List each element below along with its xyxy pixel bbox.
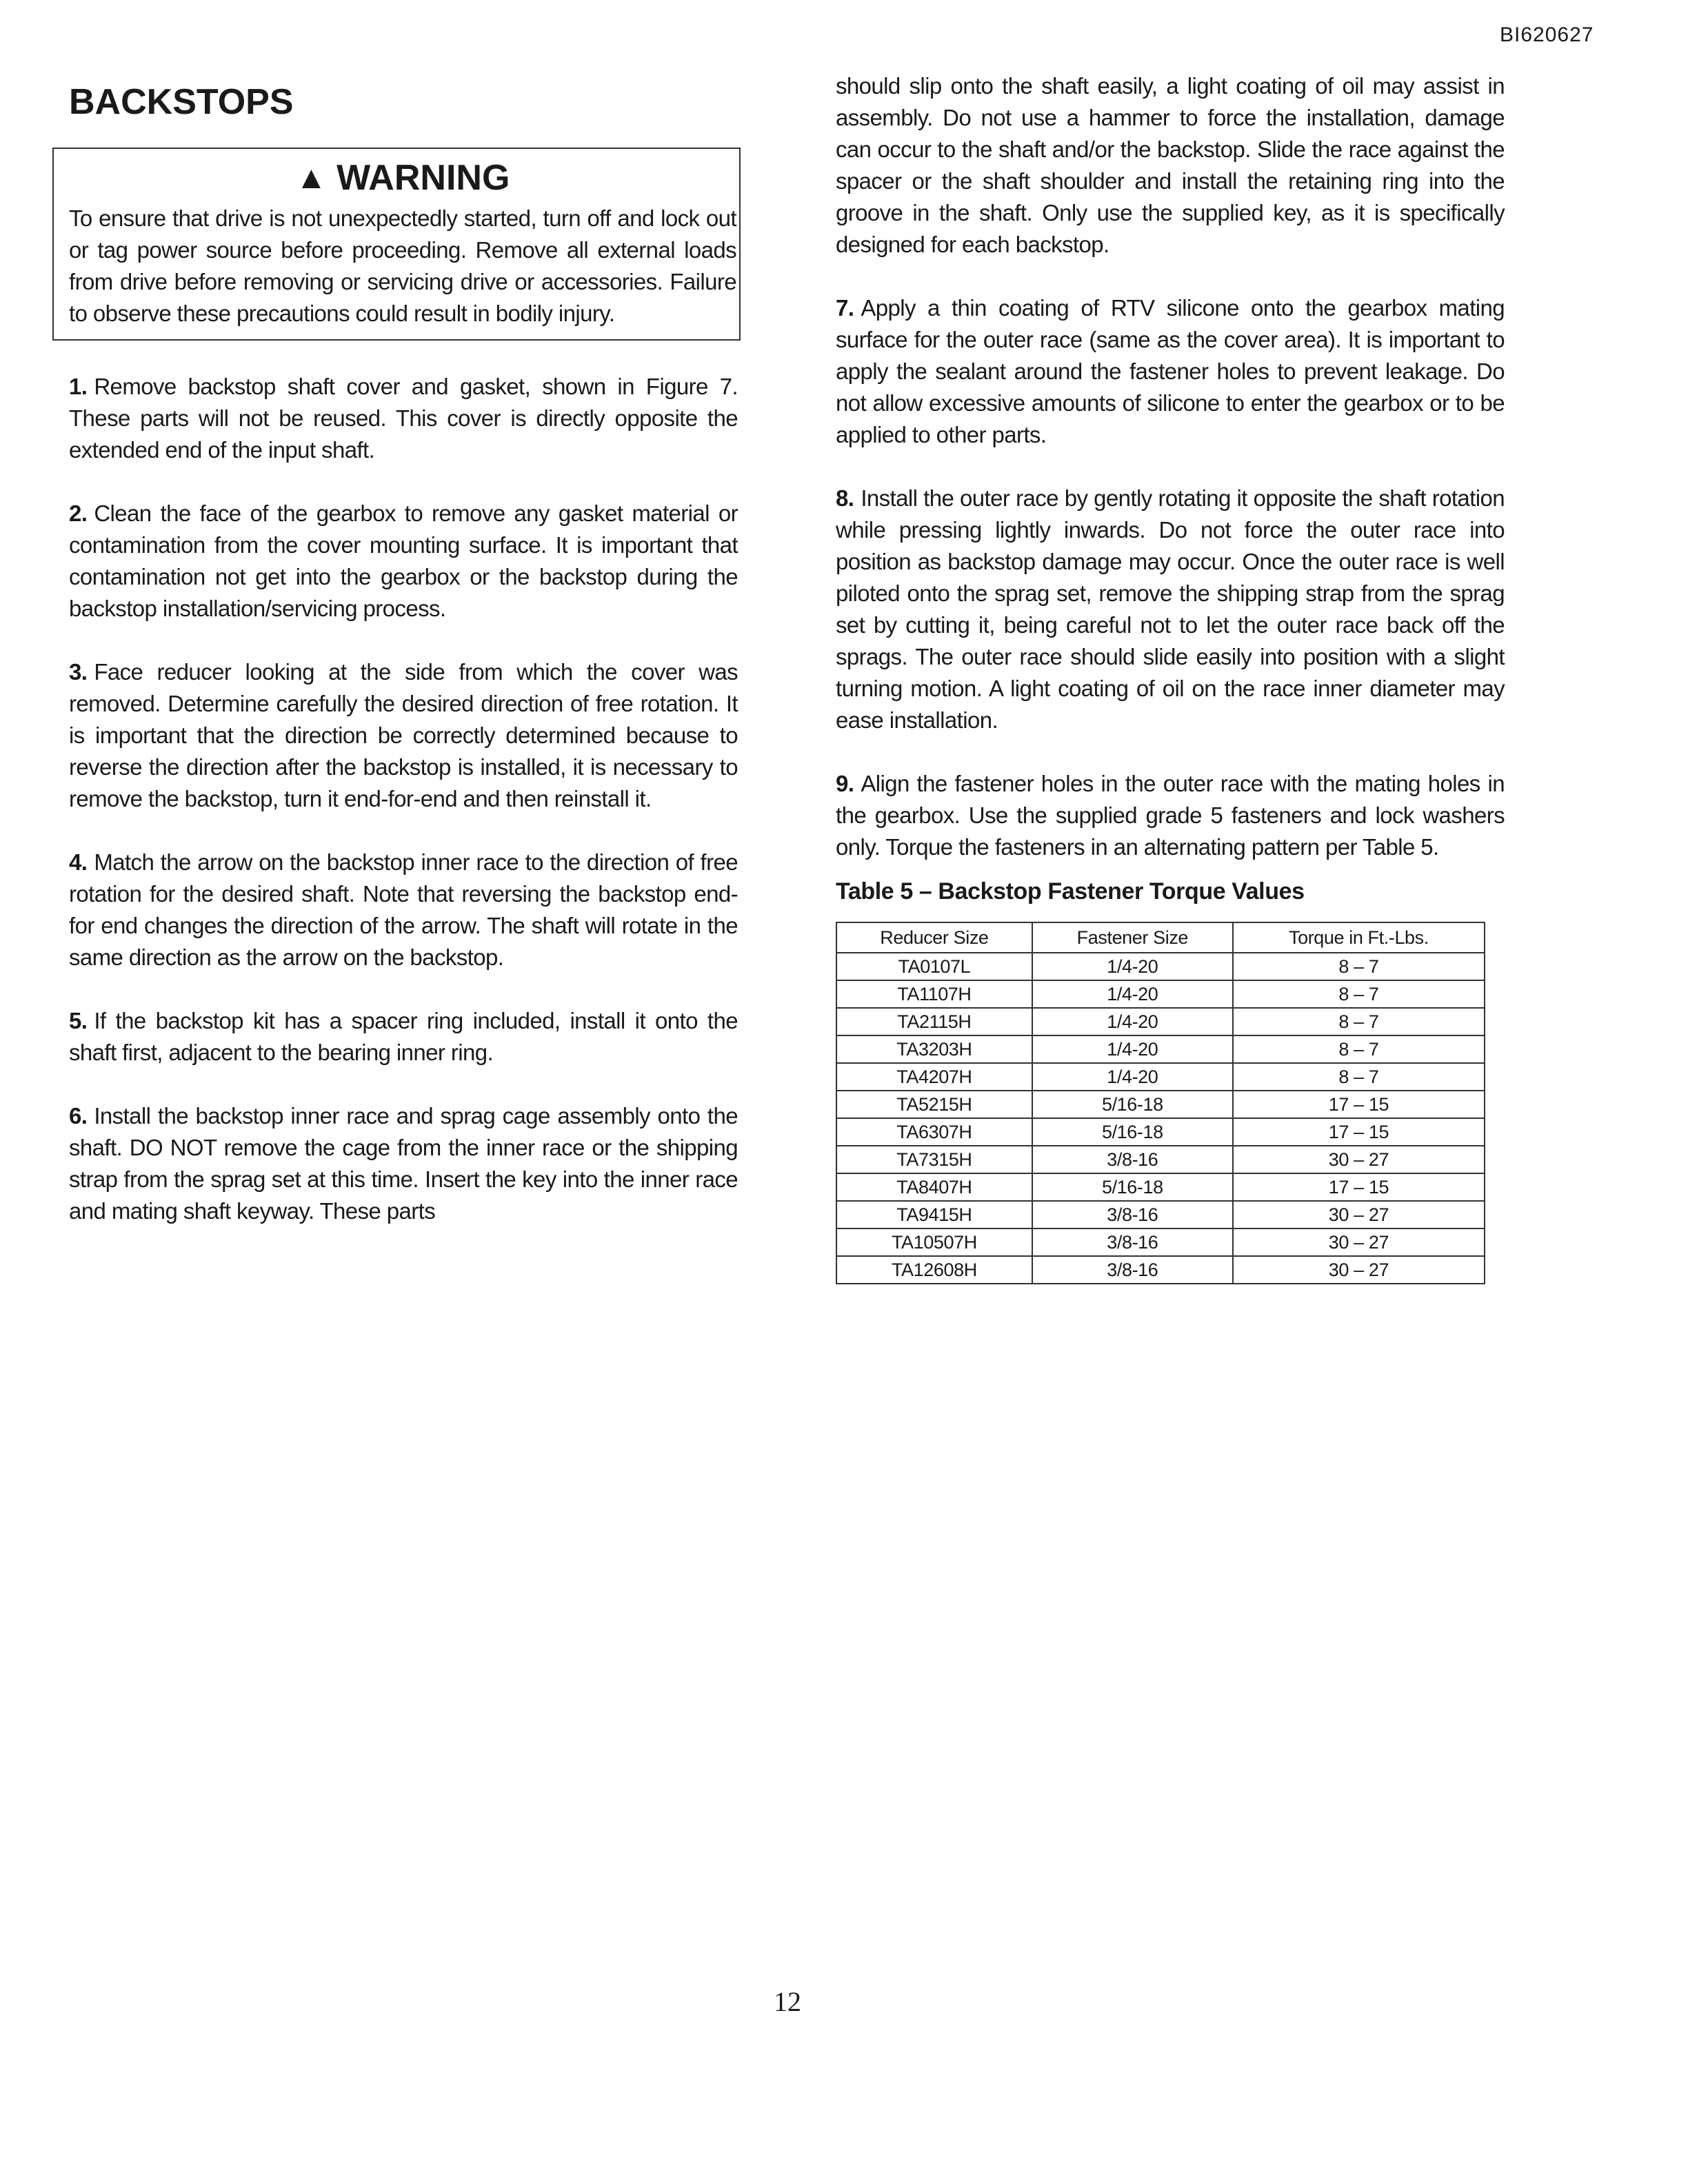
warning-triangle-icon: ▲: [295, 159, 328, 195]
table-cell: 5/16-18: [1032, 1173, 1233, 1201]
table-cell: 5/16-18: [1032, 1118, 1233, 1146]
table-row: [836, 1118, 1485, 1146]
table-row: [836, 1173, 1485, 1201]
table-cell: 30 – 27: [1233, 1256, 1485, 1284]
table-cell: TA3203H: [836, 1035, 1032, 1063]
section-title: BACKSTOPS: [69, 82, 294, 122]
step-number: 4.: [69, 849, 88, 875]
left-column: [69, 76, 738, 1259]
table-cell: 8 – 7: [1233, 1008, 1485, 1035]
table-cell: 3/8-16: [1032, 1201, 1233, 1228]
step-4: [69, 847, 738, 973]
table-row: [836, 1091, 1485, 1118]
table-row: [836, 1008, 1485, 1035]
warning-title: WARNING: [336, 158, 510, 198]
step-3: [69, 656, 738, 815]
table-row: [836, 980, 1485, 1008]
step-number: 1.: [69, 374, 88, 399]
step-number: 8.: [836, 485, 854, 511]
step-number: 6.: [69, 1103, 88, 1129]
document-id: BI620627: [1500, 23, 1594, 46]
table-row: [836, 1201, 1485, 1228]
table-cell: 8 – 7: [1233, 980, 1485, 1008]
table-cell: TA10507H: [836, 1228, 1032, 1256]
table-cell: TA12608H: [836, 1256, 1032, 1284]
step-6-continuation: should slip onto the shaft easily, a light coating of oil may assist in assembly. Do not use a hammer to force the installation, damage can occur to the shaft and/or the backstop. Slide the race against the spacer or the shaft shoulder and install the retaining ring into the groove in the shaft. Only use the supplied key, as it is specifically designed for each backstop.: [836, 73, 1505, 257]
table-cell: 3/8-16: [1032, 1228, 1233, 1256]
table-cell: 5/16-18: [1032, 1091, 1233, 1118]
table-header-row: [836, 922, 1485, 953]
step-9: [836, 768, 1505, 863]
warning-heading: [69, 157, 736, 199]
table-caption: Table 5 – Backstop Fastener Torque Values: [836, 878, 1305, 904]
torque-table: [836, 922, 1485, 1284]
column-header: Fastener Size: [1032, 922, 1233, 953]
column-header: Reducer Size: [836, 922, 1032, 953]
table-cell: TA7315H: [836, 1146, 1032, 1173]
table-cell: 8 – 7: [1233, 1063, 1485, 1091]
step-number: 9.: [836, 771, 854, 796]
table-cell: 3/8-16: [1032, 1256, 1233, 1284]
table-cell: TA5215H: [836, 1091, 1032, 1118]
page-number: 12: [774, 1986, 801, 2017]
table-cell: 3/8-16: [1032, 1146, 1233, 1173]
step-number: 7.: [836, 295, 854, 321]
step-text: Match the arrow on the backstop inner race to the direction of free rotation for the desired shaft. Note that reversing the backstop end-for end changes the direction of the arrow. The shaft will rotate in the same direction as the arrow on the backstop.: [69, 849, 738, 970]
table-cell: 30 – 27: [1233, 1146, 1485, 1173]
table-cell: TA4207H: [836, 1063, 1032, 1091]
table-cell: 1/4-20: [1032, 1035, 1233, 1063]
step-number: 3.: [69, 659, 88, 685]
table-cell: 8 – 7: [1233, 953, 1485, 980]
step-7: [836, 292, 1505, 451]
table-cell: TA8407H: [836, 1173, 1032, 1201]
step-text: Clean the face of the gearbox to remove any gasket material or contamination from the cover mounting surface. It is important that contamination not get into the gearbox or the backstop during the backstop installation/servicing process.: [69, 501, 738, 621]
step-1: [69, 371, 738, 466]
table-row: [836, 1035, 1485, 1063]
step-6: [69, 1100, 738, 1227]
table-row: [836, 1063, 1485, 1091]
table-cell: TA2115H: [836, 1008, 1032, 1035]
table-cell: 1/4-20: [1032, 980, 1233, 1008]
step-text: Install the outer race by gently rotating it opposite the shaft rotation while pressing lightly inwards. Do not force the outer race into position as backstop damage may occur. Once the outer race is well piloted onto the sprag set, remove the shipping strap from the sprag set by cutting it, being careful not to let the outer race back off the sprags. The outer race should slide easily into position with a slight turning motion. A light coating of oil on the race inner diameter may ease installation.: [836, 485, 1505, 733]
step-text: If the backstop kit has a spacer ring included, install it onto the shaft first, adjacent to the bearing inner ring.: [69, 1008, 738, 1065]
table-cell: TA1107H: [836, 980, 1032, 1008]
right-column: [836, 73, 1505, 1284]
step-2: [69, 498, 738, 625]
column-header: Torque in Ft.-Lbs.: [1233, 922, 1485, 953]
table-row: [836, 1228, 1485, 1256]
table-cell: TA9415H: [836, 1201, 1032, 1228]
table-row: [836, 1146, 1485, 1173]
step-text: Apply a thin coating of RTV silicone onto the gearbox mating surface for the outer race (same as the cover area). It is important to apply the sealant around the fastener holes to prevent leakage. Do not allow excessive amounts of silicone to enter the gearbox or to be applied to other parts.: [836, 295, 1505, 447]
table-row: [836, 1256, 1485, 1284]
table-cell: 30 – 27: [1233, 1201, 1485, 1228]
warning-box: [52, 148, 741, 341]
table-cell: 17 – 15: [1233, 1118, 1485, 1146]
table-cell: 30 – 27: [1233, 1228, 1485, 1256]
step-text: Align the fastener holes in the outer race with the mating holes in the gearbox. Use the supplied grade 5 fasteners and lock washers only. Torque the fasteners in an alternating pattern per Table 5.: [836, 771, 1505, 860]
step-text: Remove backstop shaft cover and gasket, shown in Figure 7. These parts will not be reused. This cover is directly opposite the extended end of the input shaft.: [69, 374, 738, 463]
table-cell: 8 – 7: [1233, 1035, 1485, 1063]
table-cell: 1/4-20: [1032, 953, 1233, 980]
step-number: 2.: [69, 501, 88, 526]
table-cell: TA0107L: [836, 953, 1032, 980]
table-cell: TA6307H: [836, 1118, 1032, 1146]
step-8: [836, 483, 1505, 736]
step-text: Install the backstop inner race and sprag cage assembly onto the shaft. DO NOT remove the cage from the inner race or the shipping strap from the sprag set at this time. Insert the key into the inner race and mating shaft keyway. These parts: [69, 1103, 738, 1224]
table-cell: 1/4-20: [1032, 1008, 1233, 1035]
table-cell: 1/4-20: [1032, 1063, 1233, 1091]
step-text: Face reducer looking at the side from which the cover was removed. Determine carefully the desired direction of free rotation. It is important that the direction be correctly determined because to reverse the direction after the backstop is installed, it is necessary to remove the backstop, turn it end-for-end and then reinstall it.: [69, 659, 738, 811]
warning-text: To ensure that drive is not unexpectedly started, turn off and lock out or tag power source before proceeding. Remove all external loads from drive before removing or servicing drive or accessories. Failure to observe these precautions could result in bodily injury.: [69, 205, 736, 326]
table-row: [836, 953, 1485, 980]
table-cell: 17 – 15: [1233, 1173, 1485, 1201]
step-number: 5.: [69, 1008, 88, 1033]
step-5: [69, 1005, 738, 1069]
table-cell: 17 – 15: [1233, 1091, 1485, 1118]
